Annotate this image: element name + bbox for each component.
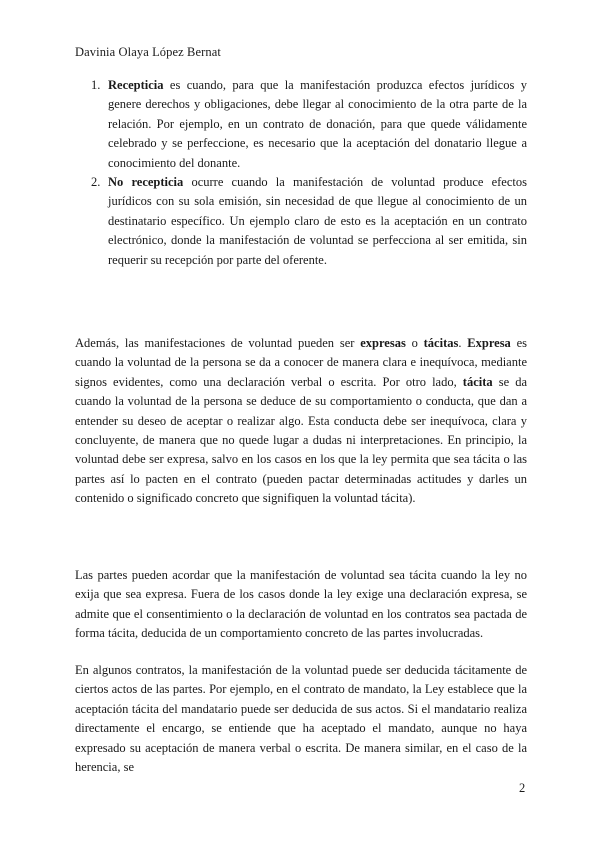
paragraph-manifestations: Además, las manifestaciones de voluntad pueden ser expresas o tácitas. Expresa es cuando la voluntad de la persona se da a conocer de manera clara e inequívoca, mediante signos evidentes, como una declaración verbal o escrita. Por otro lado, tácita se da cuando la voluntad de la persona se deduce de su comportamiento o conducta, que dan a entender su deseo de aceptar o realizar algo. Esta conducta debe ser inequívoca, clara y concluyente, de manera que no quede lugar a dudas ni interpretaciones. En principio, la voluntad debe ser expresa, salvo en los casos en los que la ley permita que sea tácita o las partes así lo pacten en el contrato (pueden pactar determinadas actitudes y darles un contenido o significado concreto que signifiquen la voluntad tácita). xyxy=(75,336,528,506)
list-item xyxy=(91,173,527,270)
page-number: 2 xyxy=(519,781,526,795)
list-term: Recepticia xyxy=(108,78,164,92)
bold-term: expresas xyxy=(360,336,406,350)
list-number: 1. xyxy=(91,78,101,92)
bold-term: tácita xyxy=(462,374,493,389)
bold-term: Expresa xyxy=(467,336,511,350)
definition-list xyxy=(91,76,527,270)
list-item xyxy=(91,76,527,173)
list-text: ocurre cuando la manifestación de voluntad produce efectos jurídicos con su sola emisión, sin necesidad de que llegue al conocimiento de un destinatario específico. Un ejemplo claro de esto es la aceptación en un contrato electrónico, donde la manifestación de voluntad se perfecciona al ser emitida, sin requerir su recepción por parte del oferente. xyxy=(108,175,527,267)
list-term: No recepticia xyxy=(108,175,184,190)
paragraph-tacit-examples: En algunos contratos, la manifestación de la voluntad puede ser deducida tácitamente de ciertos actos de las partes. Por ejemplo, en el contrato de mandato, la Ley establece que la aceptación tácita del mandatario puede ser deducida de sus actos. Si el mandatario realiza directamente el encargo, se entiende que ha aceptado el mandato, aunque no haya expresado su aceptación de manera verbal o escrita. De manera similar, en el caso de la herencia, se xyxy=(75,663,527,775)
paragraph-tacit-agreement: Las partes pueden acordar que la manifestación de voluntad sea tácita cuando la ley no exija que sea expresa. Fuera de los casos donde la ley exige una declaración expresa, se admite que el consentimiento o la declaración de voluntad en los contratos sea pactada de forma tácita, deducida de un comportamiento concreto de las partes involucradas. xyxy=(75,568,527,641)
author-header: Davinia Olaya López Bernat xyxy=(75,45,221,59)
list-number: 2. xyxy=(91,175,101,190)
bold-term: tácitas xyxy=(423,336,459,350)
list-text: es cuando, para que la manifestación produzca efectos jurídicos y genere derechos y obligaciones, debe llegar al conocimiento de la otra parte de la relación. Por ejemplo, en un contrato de donación, para que quede válidamente celebrado y se perfeccione, es necesario que la aceptación del donatario llegue a conocimiento del donante. xyxy=(108,78,527,170)
